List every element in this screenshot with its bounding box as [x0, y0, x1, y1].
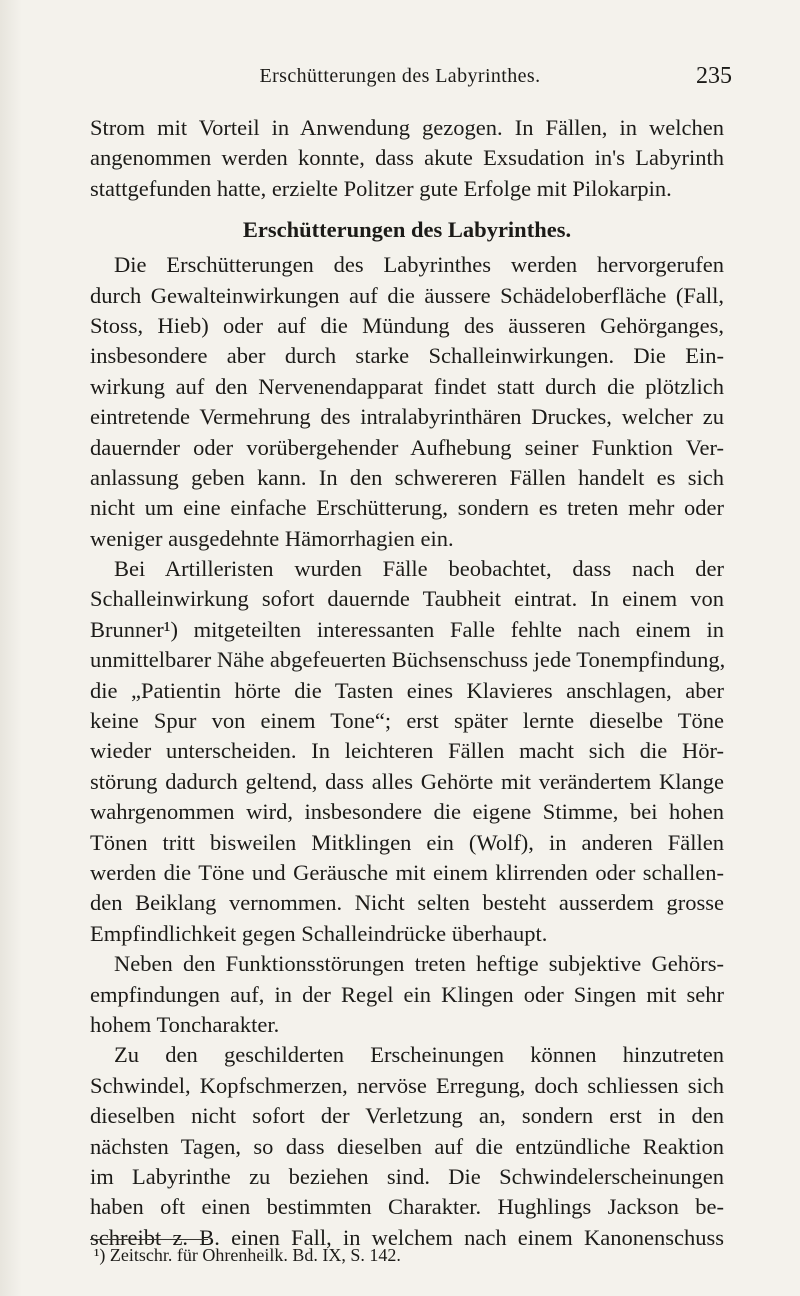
text-line: dieselben nicht sofort der Verletzung an, sondern erst in den	[90, 1103, 724, 1129]
text-line: Neben den Funktionsstörungen treten heftige subjektive Gehörs-	[114, 951, 724, 977]
text-line: im Labyrinthe zu beziehen sind. Die Schwindelerscheinungen	[90, 1163, 724, 1189]
text-line: Schwindel, Kopfschmerzen, nervöse Erregung, doch schliessen sich	[90, 1072, 724, 1098]
text-line: störung dadurch geltend, dass alles Gehörte mit verändertem Klange	[90, 768, 724, 794]
text-line: schreibt z. B. einen Fall, in welchem nach einem Kanonenschuss	[90, 1224, 724, 1250]
text-line: durch Gewalteinwirkungen auf die äussere Schädeloberfläche (Fall,	[90, 282, 724, 308]
text-line: den Beiklang vernommen. Nicht selten besteht ausserdem grosse	[90, 890, 724, 916]
text-line: Die Erschütterungen des Labyrinthes werden hervorgerufen	[114, 252, 724, 278]
text-line: angenommen werden konnte, dass akute Exsudation in's Labyrinth	[90, 145, 724, 171]
text-line: die „Patientin hörte die Tasten eines Klavieres anschlagen, aber	[90, 677, 724, 703]
text-line: Stoss, Hieb) oder auf die Mündung des äusseren Gehörganges,	[90, 312, 724, 338]
footnote: ¹) Zeitschr. für Ohrenheilk. Bd. IX, S. 142.	[94, 1245, 401, 1265]
text-line: hohem Toncharakter.	[90, 1011, 280, 1037]
text-line: empfindungen auf, in der Regel ein Klingen oder Singen mit sehr	[90, 981, 724, 1007]
page-number: 235	[696, 63, 732, 89]
text-line: unmittelbarer Nähe abgefeuerten Büchsenschuss jede Tonempfindung,	[90, 647, 726, 673]
text-line: Zu den geschilderten Erscheinungen können hinzutreten	[114, 1042, 724, 1068]
text-line: Brunner¹) mitgeteilten interessanten Falle fehlte nach einem in	[90, 616, 724, 642]
text-line: dauernder oder vorübergehender Aufhebung seiner Funktion Ver-	[90, 434, 724, 460]
page-body	[90, 113, 724, 1253]
text-line: anlassung geben kann. In den schwereren Fällen handelt es sich	[90, 464, 724, 490]
running-head	[0, 65, 800, 95]
text-line: werden die Töne und Geräusche mit einem klirrenden oder schallen-	[90, 859, 724, 885]
text-line: Bei Artilleristen wurden Fälle beobachtet, dass nach der	[114, 556, 724, 582]
text-line: wahrgenommen wird, insbesondere die eigene Stimme, bei hohen	[90, 799, 724, 825]
text-line: haben oft einen bestimmten Charakter. Hughlings Jackson be-	[90, 1194, 724, 1220]
text-line: Tönen tritt bisweilen Mitklingen ein (Wolf), in anderen Fällen	[90, 829, 724, 855]
text-line: nächsten Tagen, so dass dieselben auf die entzündliche Reaktion	[90, 1133, 724, 1159]
text-line: keine Spur von einem Tone“; erst später lernte dieselbe Töne	[90, 708, 724, 734]
section-heading: Erschütterungen des Labyrinthes.	[242, 217, 572, 243]
footnote-divider	[90, 1239, 208, 1240]
text-line: nicht um eine einfache Erschütterung, sondern es treten mehr oder	[90, 495, 724, 521]
running-title: Erschütterungen des Labyrinthes.	[259, 65, 541, 87]
text-line: insbesondere aber durch starke Schalleinwirkungen. Die Ein-	[90, 343, 724, 369]
text-line: stattgefunden hatte, erzielte Politzer gute Erfolge mit Pilokarpin.	[90, 175, 672, 201]
text-line: eintretende Vermehrung des intralabyrinthären Druckes, welcher zu	[90, 404, 724, 430]
text-line: Strom mit Vorteil in Anwendung gezogen. In Fällen, in welchen	[90, 115, 724, 140]
text-line: wirkung auf den Nervenendapparat findet statt durch die plötzlich	[90, 373, 724, 399]
text-line: weniger ausgedehnte Hämorrhagien ein.	[90, 525, 454, 551]
text-line: Empfindlichkeit gegen Schalleindrücke überhaupt.	[90, 920, 548, 946]
text-line: Schalleinwirkung sofort dauernde Taubheit eintrat. In einem von	[90, 586, 724, 612]
text-line: wieder unterscheiden. In leichteren Fällen macht sich die Hör-	[90, 738, 724, 764]
